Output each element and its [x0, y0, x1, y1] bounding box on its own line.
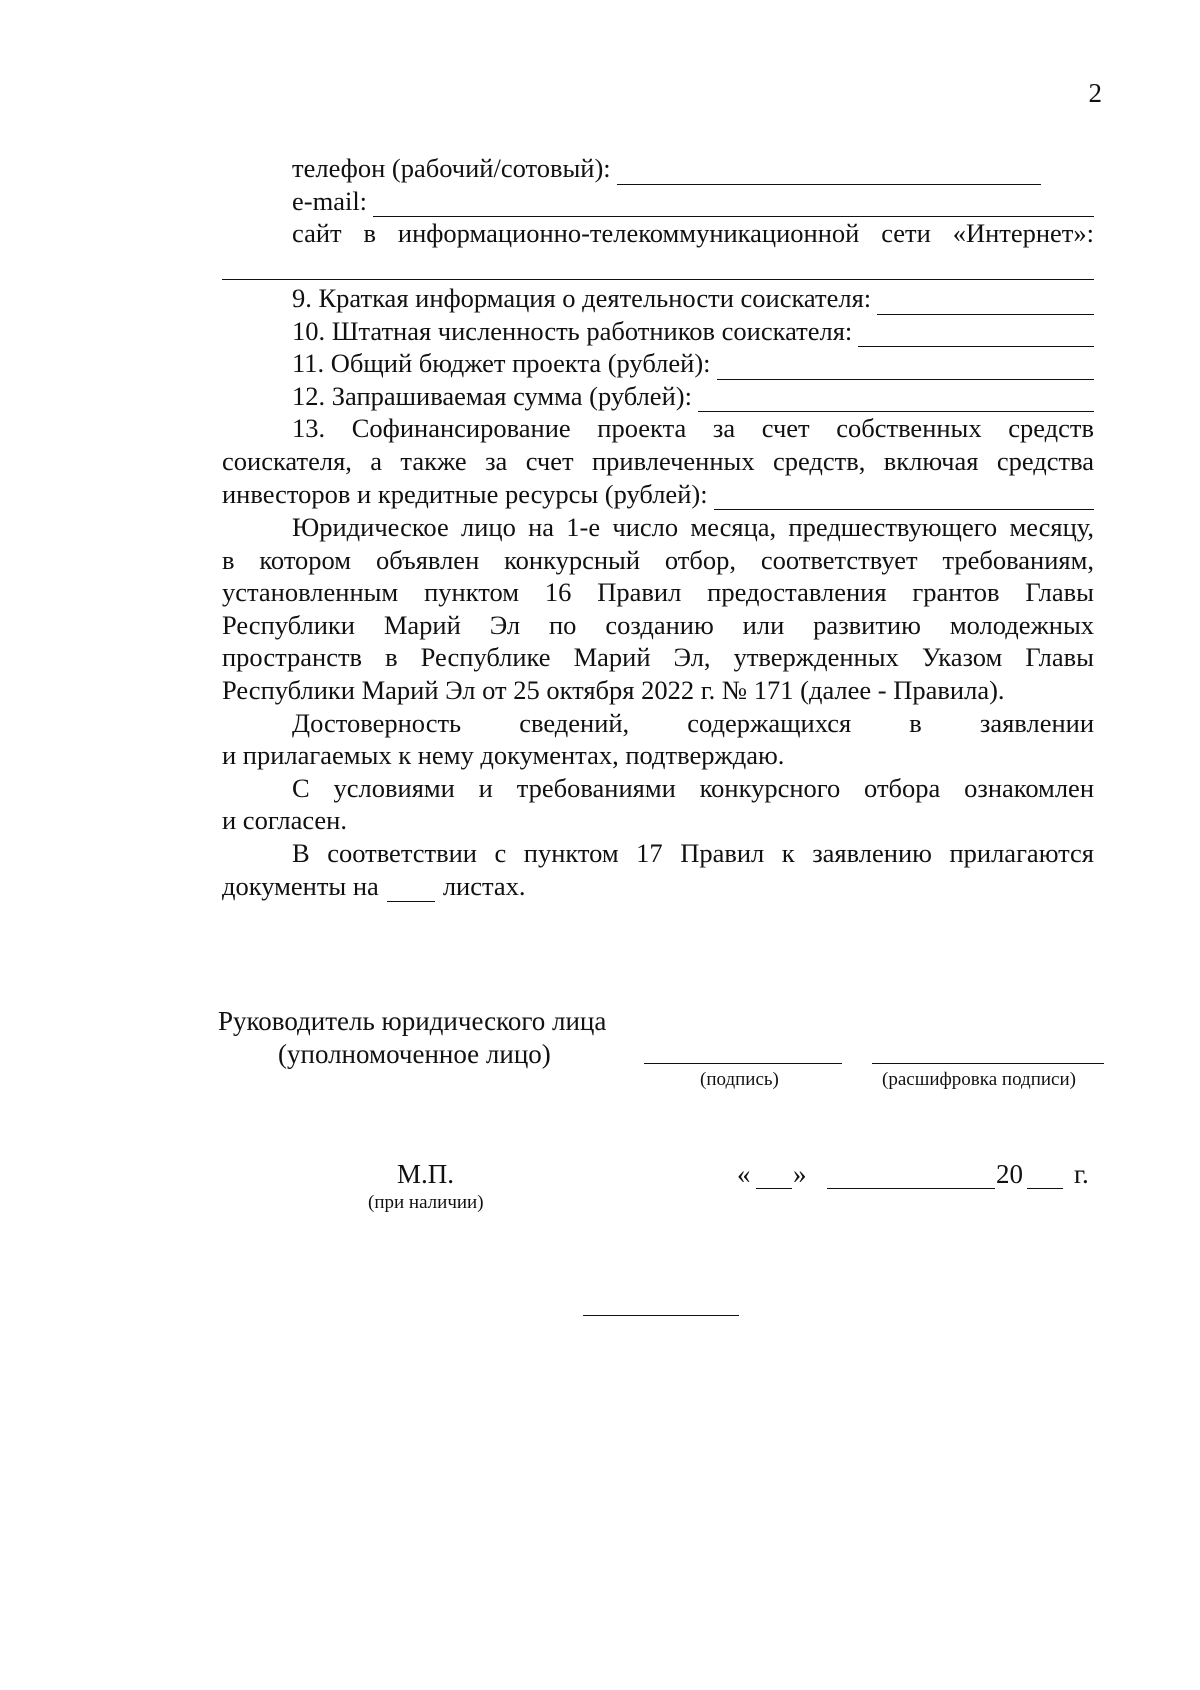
agree-line-1	[222, 772, 1094, 805]
item-12-label: 12. Запрашиваемая сумма (рублей):	[292, 380, 692, 411]
item-13-text-2: соискателя, а также за счет привлеченных средств, включая средства	[222, 445, 1094, 476]
legal-text-3: установленным пунктом 16 Правил предоставления грантов Главы	[222, 577, 1094, 608]
item-12	[222, 380, 1094, 413]
website-line	[222, 217, 1094, 250]
head-subtitle: (уполномоченное лицо)	[278, 1039, 551, 1069]
date-month-field[interactable]	[827, 1188, 995, 1189]
item-13-line-1	[222, 412, 1094, 445]
website-label: сайт в информационно-телекоммуникационной сети «Интернет»:	[292, 218, 1094, 249]
truth-line-2	[222, 739, 1094, 772]
paragraphs-block	[222, 511, 1094, 902]
attach-text-2a: документы на	[222, 870, 379, 901]
signature-decode-caption: (расшифровка подписи)	[882, 1069, 1076, 1090]
date-open-quote: «	[737, 1159, 751, 1189]
legal-line-1	[222, 511, 1094, 544]
items-block	[222, 282, 1094, 510]
head-title: Руководитель юридического лица	[218, 1006, 607, 1036]
item-9-field[interactable]	[877, 292, 1094, 315]
attach-line-2	[222, 870, 1094, 903]
attach-line-1	[222, 837, 1094, 870]
item-11-field[interactable]	[717, 357, 1094, 380]
item-11	[222, 347, 1094, 380]
attach-text-1: В соответствии с пунктом 17 Правил к заявлению прилагаются	[292, 837, 1094, 868]
legal-line-5	[222, 641, 1094, 674]
phone-field[interactable]	[617, 162, 1041, 185]
agree-text-1: С условиями и требованиями конкурсного отбора ознакомлен	[292, 772, 1094, 803]
item-13-text-1: 13. Софинансирование проекта за счет собственных средств	[292, 413, 1094, 444]
item-9	[222, 282, 1094, 315]
legal-text-5: пространств в Республике Марий Эл, утвержденных Указом Главы	[222, 642, 1094, 673]
item-12-field[interactable]	[698, 389, 1094, 412]
legal-text-6: Республики Марий Эл от 25 октября 2022 г. № 171 (далее - Правила).	[222, 674, 1005, 705]
email-field[interactable]	[373, 194, 1094, 217]
stamp-note: (при наличии)	[368, 1192, 484, 1213]
closing-rule	[583, 1315, 739, 1316]
item-9-label: 9. Краткая информация о деятельности соискателя:	[292, 283, 872, 313]
item-10-field[interactable]	[858, 324, 1094, 347]
date-close-quote: »	[793, 1159, 807, 1189]
signature-decode-line[interactable]	[872, 1063, 1104, 1064]
website-line-2	[222, 250, 1094, 280]
item-10-label: 10. Штатная численность работников соискателя:	[292, 315, 853, 346]
contacts-block	[222, 152, 1094, 280]
email-line	[222, 185, 1094, 218]
item-13-line-3	[222, 478, 1094, 511]
signature-caption: (подпись)	[700, 1069, 779, 1090]
truth-line-1	[222, 707, 1094, 740]
legal-text-1: Юридическое лицо на 1-е число месяца, предшествующего месяцу,	[292, 512, 1094, 542]
legal-line-3	[222, 576, 1094, 609]
item-13-field[interactable]	[714, 487, 1094, 510]
legal-text-2: в котором объявлен конкурсный отбор, соответствует требованиям,	[222, 544, 1094, 575]
truth-text-2: и прилагаемых к нему документах, подтверждаю.	[222, 740, 785, 771]
item-13-line-2	[222, 445, 1094, 478]
page-number: 2	[1088, 78, 1102, 108]
website-field[interactable]	[222, 257, 1094, 280]
phone-line	[222, 152, 1094, 185]
date-year-suffix: г.	[1074, 1159, 1089, 1189]
agree-line-2	[222, 804, 1094, 837]
date-year-prefix: 20	[996, 1159, 1023, 1189]
attach-text-2b: листах.	[442, 870, 526, 901]
email-label: e-mail:	[292, 185, 368, 216]
item-11-label: 11. Общий бюджет проекта (рублей):	[292, 348, 711, 379]
date-year-field[interactable]	[1027, 1188, 1063, 1189]
truth-text-1: Достоверность сведений, содержащихся в заявлении	[292, 707, 1094, 738]
stamp-label: М.П.	[397, 1159, 455, 1189]
legal-line-2	[222, 544, 1094, 577]
legal-text-4: Республики Марий Эл по созданию или развитию молодежных	[222, 609, 1094, 640]
sheets-count-field[interactable]	[387, 879, 435, 902]
legal-line-6	[222, 674, 1094, 707]
date-day-field[interactable]	[756, 1188, 792, 1189]
legal-line-4	[222, 609, 1094, 642]
signature-line[interactable]	[644, 1063, 842, 1064]
item-10	[222, 315, 1094, 348]
item-13-text-3: инвесторов и кредитные ресурсы (рублей):	[222, 478, 708, 509]
agree-text-2: и согласен.	[222, 805, 347, 836]
phone-label: телефон (рабочий/сотовый):	[292, 153, 611, 183]
